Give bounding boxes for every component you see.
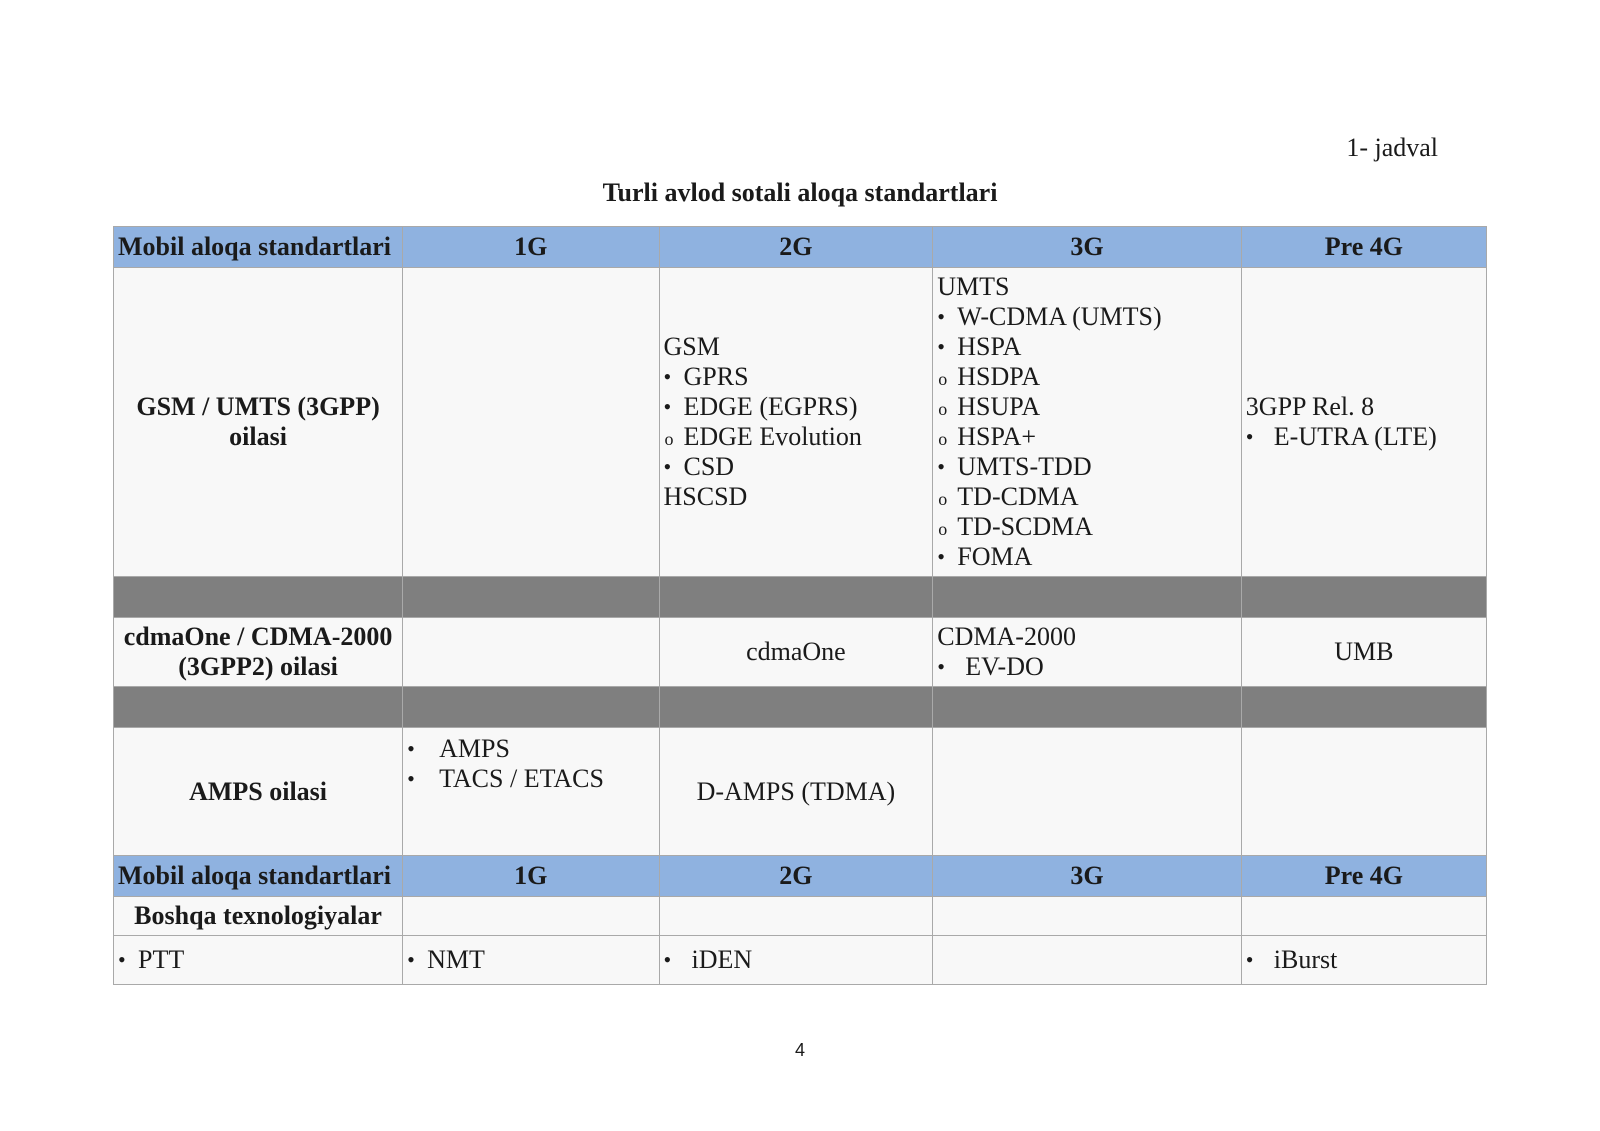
gsm-2g-label: GSM xyxy=(663,332,720,361)
header-cell-2g: 2G xyxy=(659,856,933,897)
list-item: o HSDPA xyxy=(937,362,1237,392)
list-item: • EDGE (EGPRS) xyxy=(664,392,929,422)
page-number: 4 xyxy=(794,1040,805,1060)
list-item: • HSPA xyxy=(937,332,1237,362)
cdma-family-line-2: (3GPP2) oilasi xyxy=(178,652,338,681)
list-item: o HSUPA xyxy=(937,392,1237,422)
header-cell-standards: Mobil aloqa standartlari xyxy=(114,227,403,268)
list-item: • FOMA xyxy=(937,542,1237,572)
separator-cell xyxy=(403,577,659,618)
amps-3g-cell xyxy=(933,728,1242,856)
header-cell-3g: 3G xyxy=(933,227,1242,268)
list-item: • iBurst xyxy=(1246,945,1482,975)
gsm-pre4g-label: 3GPP Rel. 8 xyxy=(1245,392,1375,421)
gsm-3g-cell xyxy=(933,268,1242,577)
other-family-cell: Boshqa texnologiyalar xyxy=(114,897,403,936)
gsm-2g-tail: HSCSD xyxy=(663,482,748,511)
other-label-empty-cell xyxy=(403,897,659,936)
list-item: o HSPA+ xyxy=(937,422,1237,452)
other-1g-cell xyxy=(403,936,659,985)
list-item: • UMTS-TDD xyxy=(937,452,1237,482)
list-item: o TD-CDMA xyxy=(937,482,1237,512)
other-pre4g-cell xyxy=(1241,936,1486,985)
header-cell-1g: 1G xyxy=(403,856,659,897)
header-cell-pre4g: Pre 4G xyxy=(1241,227,1486,268)
separator-row xyxy=(114,577,1487,618)
separator-cell xyxy=(1241,687,1486,728)
other-label-empty-cell xyxy=(659,897,933,936)
cdma-family-line-1: cdmaOne / CDMA-2000 xyxy=(123,622,393,651)
list-item: • TACS / ETACS xyxy=(407,764,654,794)
table-number: 1- jadval xyxy=(1346,133,1438,162)
cdma-2g-cell: cdmaOne xyxy=(659,618,933,687)
cdma-1g-cell xyxy=(403,618,659,687)
gsm-family-line-1: GSM / UMTS (3GPP) xyxy=(136,392,380,421)
list-item: • PTT xyxy=(118,945,398,975)
gsm-family-line-2: oilasi xyxy=(229,422,287,451)
list-item: • AMPS xyxy=(407,734,654,764)
list-item: • NMT xyxy=(407,945,654,975)
separator-cell xyxy=(403,687,659,728)
header-cell-standards: Mobil aloqa standartlari xyxy=(114,856,403,897)
list-item: • CSD xyxy=(664,452,929,482)
amps-row xyxy=(114,728,1487,856)
other-3g-cell xyxy=(933,936,1242,985)
separator-cell xyxy=(933,687,1242,728)
list-item: • iDEN xyxy=(664,945,929,975)
gsm-row xyxy=(114,268,1487,577)
cdma-pre4g-cell: UMB xyxy=(1241,618,1486,687)
separator-cell xyxy=(659,687,933,728)
header-cell-1g: 1G xyxy=(403,227,659,268)
other-label-empty-cell xyxy=(1241,897,1486,936)
separator-cell xyxy=(659,577,933,618)
list-item: • GPRS xyxy=(664,362,929,392)
separator-cell xyxy=(1241,577,1486,618)
gsm-2g-cell xyxy=(659,268,933,577)
separator-cell xyxy=(114,687,403,728)
separator-row xyxy=(114,687,1487,728)
table-title: Turli avlod sotali aloqa standartlari xyxy=(602,178,998,207)
cdma-family-cell xyxy=(114,618,403,687)
list-item: • W-CDMA (UMTS) xyxy=(937,302,1237,332)
list-item: • EV-DO xyxy=(937,652,1237,682)
header-cell-2g: 2G xyxy=(659,227,933,268)
header-row xyxy=(114,227,1487,268)
header-cell-3g: 3G xyxy=(933,856,1242,897)
gsm-family-cell xyxy=(114,268,403,577)
amps-family-cell: AMPS oilasi xyxy=(114,728,403,856)
list-item: • E-UTRA (LTE) xyxy=(1246,422,1482,452)
other-c0-cell xyxy=(114,936,403,985)
amps-pre4g-cell xyxy=(1241,728,1486,856)
header-row-repeat xyxy=(114,856,1487,897)
other-2g-cell xyxy=(659,936,933,985)
other-label-row xyxy=(114,897,1487,936)
standards-table xyxy=(113,226,1487,985)
cdma-3g-cell xyxy=(933,618,1242,687)
list-item: o EDGE Evolution xyxy=(664,422,929,452)
separator-cell xyxy=(933,577,1242,618)
header-cell-pre4g: Pre 4G xyxy=(1241,856,1486,897)
other-row xyxy=(114,936,1487,985)
other-label-empty-cell xyxy=(933,897,1242,936)
gsm-3g-label: UMTS xyxy=(937,272,1010,301)
gsm-1g-cell xyxy=(403,268,659,577)
cdma-row xyxy=(114,618,1487,687)
amps-1g-cell xyxy=(403,728,659,856)
amps-2g-cell: D-AMPS (TDMA) xyxy=(659,728,933,856)
gsm-pre4g-cell xyxy=(1241,268,1486,577)
cdma-3g-label: CDMA-2000 xyxy=(937,622,1076,651)
separator-cell xyxy=(114,577,403,618)
list-item: o TD-SCDMA xyxy=(937,512,1237,542)
